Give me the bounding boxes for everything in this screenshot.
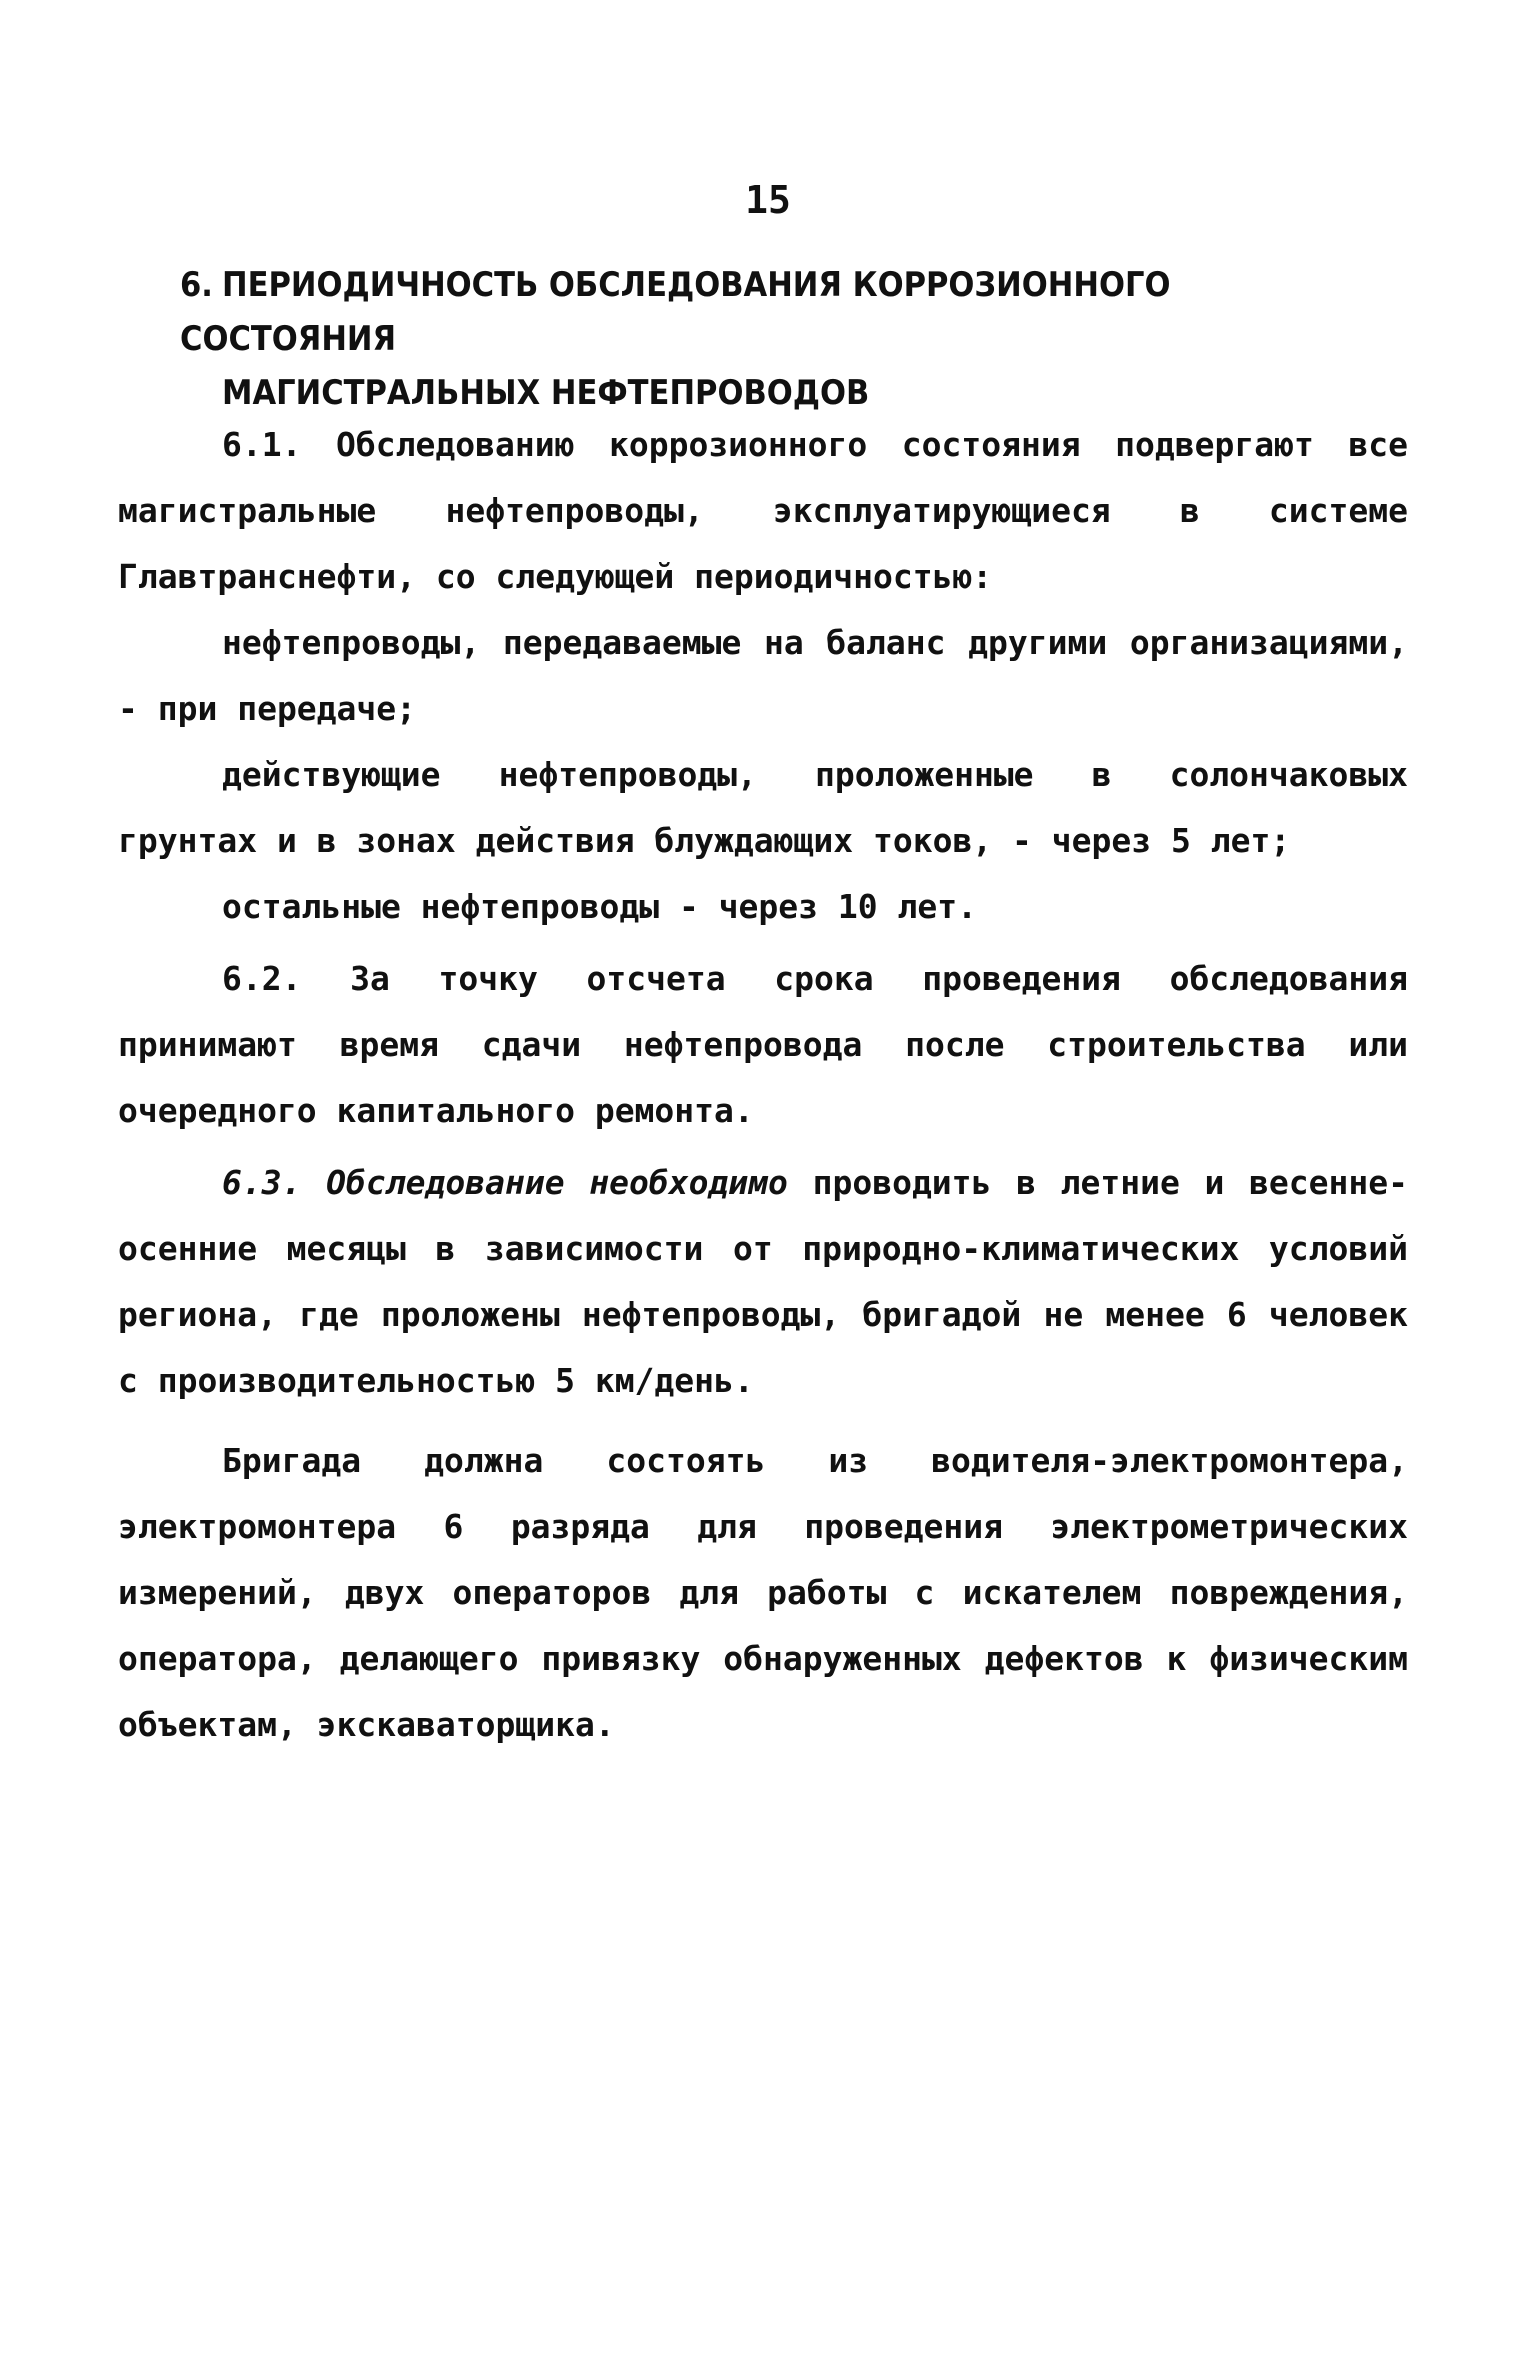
page-number: 15 [745,178,791,222]
section-heading [180,258,1380,420]
paragraph-6-3-rest: проводить в летние и весенне-осенние месяцы в зависимости от природно-климатических условий региона, где проложены нефтепроводы, бригадой не менее 6 человек с производительностью 5 км/день. [118,1163,1409,1400]
section-title-line2: МАГИСТРАЛЬНЫХ НЕФТЕПРОВОДОВ [222,373,870,413]
section-body [118,412,1408,1758]
list-item-saline-soils: действующие нефтепроводы, проложенные в солончаковых грунтах и в зонах действия блуждающих токов, - через 5 лет; [118,755,1408,860]
paragraph-6-1: 6.1. Обследованию коррозионного состояния подвергают все магистральные нефтепроводы, эксплуатирующиеся в системе Главтранснефти, со следующей периодичностью: [118,425,1408,596]
paragraph-6-3-lead: 6.3. Обследование необходимо [222,1163,788,1202]
list-item-other: остальные нефтепроводы - через 10 лет. [222,887,977,926]
paragraph-6-3 [118,1150,1408,1414]
paragraph-6-2: 6.2. За точку отсчета срока проведения обследования принимают время сдачи нефтепровода после строительства или очередного капитального ремонта. [118,959,1408,1130]
section-title-line1: ПЕРИОДИЧНОСТЬ ОБСЛЕДОВАНИЯ КОРРОЗИОННОГО СОСТОЯНИЯ [180,265,1171,359]
paragraph-brigade: Бригада должна состоять из водителя-электромонтера, электромонтера 6 разряда для проведения электрометрических измерений, двух операторов для работы с искателем повреждения, оператора, делающего привязку обнаруженных дефектов к физическим объектам, экскаваторщика. [118,1441,1408,1744]
list-item-transferred: нефтепроводы, передаваемые на баланс другими организациями, - при передаче; [118,623,1408,728]
section-number: 6. [180,265,213,305]
